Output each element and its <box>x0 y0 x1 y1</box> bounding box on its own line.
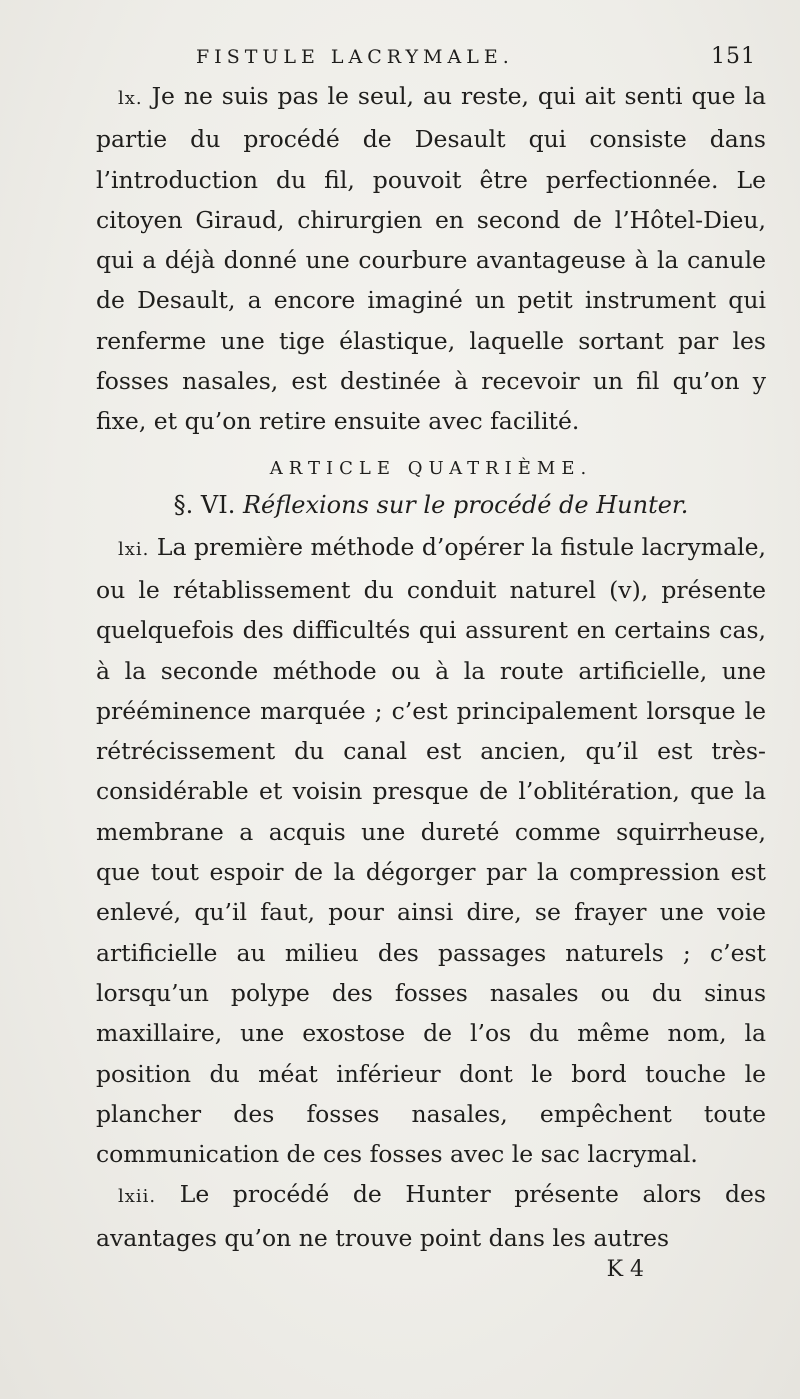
article-heading: ARTICLE QUATRIÈME. <box>269 457 593 479</box>
paragraph-lxi <box>96 527 766 1175</box>
paragraph-lx <box>96 76 766 442</box>
paragraph-number: lxii. <box>118 1186 157 1208</box>
paragraph-text: Le procédé de Hunter présente alors des avantages qu’on ne trouve point dans les autres <box>96 1180 766 1252</box>
paragraph-text: La première méthode d’opérer la fistule lacrymale, ou le rétablissement du conduit naturel (v), présente quelquefois des difficultés qui assurent en certains cas, à la seconde méthode ou à la route artificielle, une prééminence marquée ; c’est principalement lorsque le rétrécissement du canal est ancien, qu’il est très-considérable et voisin presque de l’oblitération, que la membrane a acquis une dureté comme squirrheuse, que tout espoir de la dégorger par la compression est enlevé, qu’il faut, pour ainsi dire, se frayer une voie artificielle au milieu des passages naturels ; c’est lorsqu’un polype des fosses nasales ou du sinus maxillaire, une exostose de l’os du même nom, la position du méat inférieur dont le bord touche le plancher des fosses nasales, empêchent toute communication de ces fosses avec le sac lacrymal. <box>96 532 766 1169</box>
paragraph-text: Je ne suis pas le seul, au reste, qui ait senti que la partie du procédé de Desault qui consiste dans l’introduction du fil, pouvoit être perfectionnée. Le citoyen Giraud, chirurgien en second de l’Hôtel-Dieu, qui a déjà donné une courbure avantageuse à la canule de Desault, a encore imaginé un petit instrument qui renferme une tige élastique, laquelle sortant par les fosses nasales, est destinée à recevoir un fil qu’on y fixe, et qu’on retire ensuite avec facilité. <box>96 82 766 436</box>
running-header <box>196 46 756 68</box>
paragraph-number: lx. <box>118 88 143 109</box>
signature-mark: K 4 <box>606 1257 644 1283</box>
page-body <box>96 76 766 1282</box>
paragraph-number: lxi. <box>118 538 150 560</box>
section-heading <box>96 491 766 519</box>
section-title: Réflexions sur le procédé de Hunter. <box>242 490 689 519</box>
paragraph-lxii <box>96 1174 766 1258</box>
page-number: 151 <box>711 44 756 69</box>
running-title: FISTULE LACRYMALE. <box>196 46 514 68</box>
section-mark: §. VI. <box>173 490 236 519</box>
